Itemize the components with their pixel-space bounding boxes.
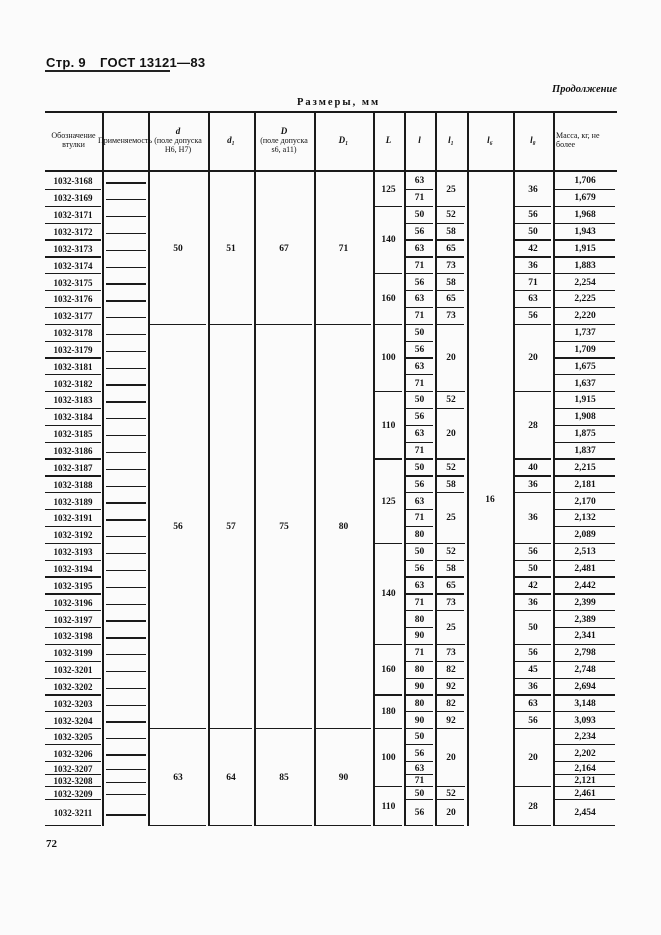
cell-l: 71 <box>414 193 425 204</box>
group-divider <box>437 391 465 392</box>
cell-mass: 1,875 <box>574 429 596 440</box>
cell-mass: 1,709 <box>574 344 596 355</box>
applicability-blank <box>106 782 146 783</box>
cell-l: 71 <box>414 378 425 389</box>
cell-mass: 1,737 <box>574 328 596 339</box>
cell-l6: 16 <box>485 494 495 505</box>
row-code: 1032-3179 <box>53 344 93 355</box>
cell-l: 56 <box>414 277 425 288</box>
cell-l: 90 <box>414 681 425 692</box>
group-divider <box>256 825 312 826</box>
applicability-blank <box>106 654 146 655</box>
row-code: 1032-3168 <box>53 176 93 187</box>
row-code: 1032-3203 <box>53 698 93 709</box>
cell-l1: 52 <box>446 210 456 221</box>
row-code: 1032-3183 <box>53 395 93 406</box>
cell-l8: 63 <box>528 698 538 709</box>
column-header-label: Обозначение втулки <box>51 131 96 149</box>
cell-l8: 36 <box>528 479 538 490</box>
cell-l: 71 <box>414 648 425 659</box>
applicability-blank <box>106 233 146 234</box>
cell-mass: 1,883 <box>574 260 596 271</box>
group-divider <box>210 825 252 826</box>
cell-l8: 28 <box>528 420 538 431</box>
cell-mass: 2,181 <box>574 479 596 490</box>
cell-l: 63 <box>414 294 425 305</box>
row-code: 1032-3209 <box>53 788 93 799</box>
applicability-blank <box>106 754 146 755</box>
row-code: 1032-3201 <box>53 665 93 676</box>
row-code: 1032-3211 <box>53 808 93 818</box>
cell-l: 50 <box>414 210 425 221</box>
group-divider <box>437 458 465 459</box>
row-code: 1032-3178 <box>53 328 93 339</box>
applicability-blank <box>106 587 146 588</box>
row-code: 1032-3206 <box>53 748 93 759</box>
cell-l: 50 <box>414 328 425 339</box>
cell-l8: 42 <box>528 243 538 254</box>
column-header-d <box>148 112 208 168</box>
applicability-blank <box>106 182 146 183</box>
cell-mass: 2,399 <box>574 597 596 608</box>
cell-L: 140 <box>381 589 396 600</box>
applicability-blank <box>106 486 146 487</box>
column-header-D1 <box>314 112 373 168</box>
cell-l8: 71 <box>528 277 538 288</box>
cell-l1: 25 <box>446 622 456 633</box>
cell-mass: 2,121 <box>574 776 596 786</box>
cell-l: 71 <box>414 513 425 524</box>
cell-L: 110 <box>381 420 396 431</box>
applicability-blank <box>106 334 146 335</box>
column-header-L <box>373 112 404 168</box>
cell-l1: 20 <box>446 353 456 364</box>
row-code: 1032-3181 <box>53 361 93 372</box>
column-header-label: l <box>418 134 421 145</box>
cell-l8: 36 <box>528 513 538 524</box>
group-divider <box>437 543 465 544</box>
cell-mass: 1,706 <box>574 176 596 187</box>
page-reference <box>46 55 205 70</box>
cell-mass: 2,389 <box>574 614 596 625</box>
applicability-blank <box>106 705 146 706</box>
row-divider <box>555 825 615 826</box>
row-code: 1032-3198 <box>53 631 93 642</box>
row-code: 1032-3177 <box>53 311 93 322</box>
column-header-l6 <box>467 112 513 168</box>
cell-l1: 20 <box>446 808 456 818</box>
cell-L: 125 <box>381 496 396 507</box>
applicability-blank <box>106 570 146 571</box>
row-code: 1032-3184 <box>53 412 93 423</box>
cell-l1: 92 <box>446 715 456 726</box>
cell-mass: 2,202 <box>574 748 596 759</box>
cell-l: 90 <box>414 715 425 726</box>
cell-l: 63 <box>414 580 425 591</box>
cell-mass: 3,093 <box>574 715 596 726</box>
group-divider <box>437 206 465 207</box>
cell-mass: 2,220 <box>574 311 596 322</box>
cell-l1: 73 <box>446 597 456 608</box>
cell-l8: 42 <box>528 580 538 591</box>
cell-l: 71 <box>414 311 425 322</box>
cell-mass: 2,798 <box>574 648 596 659</box>
row-code: 1032-3199 <box>53 648 93 659</box>
cell-D1: 80 <box>338 521 349 532</box>
cell-mass: 2,442 <box>574 580 596 591</box>
cell-l: 50 <box>414 395 425 406</box>
standard-label: ГОСТ 13121—83 <box>99 55 206 70</box>
column-header-D <box>254 112 314 168</box>
cell-l: 50 <box>414 788 425 799</box>
column-header-l8 <box>513 112 553 168</box>
cell-l1: 58 <box>446 479 456 490</box>
cell-mass: 2,454 <box>574 808 596 818</box>
applicability-blank <box>106 384 146 385</box>
cell-mass: 2,513 <box>574 547 596 558</box>
cell-l8: 56 <box>528 311 538 322</box>
cell-l: 50 <box>414 732 425 742</box>
applicability-blank <box>106 300 146 301</box>
cell-l1: 82 <box>446 665 456 676</box>
applicability-blank <box>106 216 146 217</box>
group-divider <box>150 825 206 826</box>
cell-l1: 58 <box>446 277 456 288</box>
cell-l1: 58 <box>446 563 456 574</box>
applicability-blank <box>106 604 146 605</box>
column-header-mass <box>553 112 620 168</box>
group-divider <box>437 644 465 645</box>
cell-L: 110 <box>381 801 396 812</box>
applicability-blank <box>106 553 146 554</box>
cell-mass: 1,908 <box>574 412 596 423</box>
cell-l: 56 <box>414 226 425 237</box>
column-header-l1 <box>435 112 467 168</box>
cell-mass: 2,132 <box>574 513 596 524</box>
cell-l1: 25 <box>446 513 456 524</box>
applicability-blank <box>106 721 146 722</box>
column-header-label: d <box>175 125 181 136</box>
continuation-label: Продолжение <box>552 84 617 95</box>
cell-l: 63 <box>414 361 425 372</box>
cell-l: 90 <box>414 631 425 642</box>
cell-mass: 1,968 <box>574 210 596 221</box>
cell-mass: 2,254 <box>574 277 596 288</box>
applicability-blank <box>106 452 146 453</box>
row-code: 1032-3187 <box>53 462 93 473</box>
row-code: 1032-3186 <box>53 446 93 457</box>
cell-l: 50 <box>414 547 425 558</box>
row-code: 1032-3188 <box>53 479 93 490</box>
row-code: 1032-3185 <box>53 429 93 440</box>
row-code: 1032-3176 <box>53 294 93 305</box>
cell-mass: 2,234 <box>574 732 596 742</box>
row-code: 1032-3193 <box>53 547 93 558</box>
cell-L: 100 <box>381 753 396 763</box>
cell-D: 75 <box>279 521 289 532</box>
cell-L: 160 <box>381 665 396 676</box>
cell-l: 63 <box>414 763 425 774</box>
cell-L: 100 <box>381 353 396 364</box>
cell-l1: 58 <box>446 226 456 237</box>
cell-l: 56 <box>414 344 425 355</box>
row-code: 1032-3169 <box>53 193 93 204</box>
cell-d1: 57 <box>226 521 236 532</box>
row-code: 1032-3205 <box>53 732 93 742</box>
cell-l: 63 <box>414 176 425 187</box>
cell-mass: 1,675 <box>574 361 596 372</box>
cell-mass: 3,148 <box>574 698 596 709</box>
applicability-blank <box>106 536 146 537</box>
cell-l8: 36 <box>528 260 538 271</box>
applicability-blank <box>106 814 146 815</box>
cell-mass: 1,915 <box>574 243 596 254</box>
cell-mass: 2,089 <box>574 530 596 541</box>
row-code: 1032-3204 <box>53 715 93 726</box>
row-code: 1032-3189 <box>53 496 93 507</box>
cell-d: 56 <box>173 521 183 532</box>
cell-l: 71 <box>414 597 425 608</box>
column-header-label: D₁ <box>338 134 349 145</box>
applicability-blank <box>106 794 146 795</box>
cell-mass: 2,461 <box>574 788 596 799</box>
applicability-blank <box>106 250 146 251</box>
cell-d: 63 <box>173 772 183 783</box>
cell-l1: 25 <box>446 184 456 195</box>
cell-l: 80 <box>414 665 425 676</box>
cell-mass: 1,679 <box>574 193 596 204</box>
applicability-blank <box>106 671 146 672</box>
cell-mass: 2,748 <box>574 665 596 676</box>
column-header-code <box>45 112 102 168</box>
applicability-blank <box>106 469 146 470</box>
row-code: 1032-3191 <box>53 513 93 524</box>
cell-mass: 2,694 <box>574 681 596 692</box>
cell-D: 85 <box>279 772 289 783</box>
column-header-use <box>97 112 153 168</box>
row-code: 1032-3194 <box>53 563 93 574</box>
page-label: Стр. 9 <box>46 55 86 70</box>
cell-l1: 82 <box>446 698 456 709</box>
column-header-label: Применяемость <box>97 135 153 145</box>
page-number: 72 <box>46 838 57 850</box>
cell-l8: 56 <box>528 715 538 726</box>
row-code: 1032-3208 <box>53 776 93 786</box>
row-code: 1032-3182 <box>53 378 93 389</box>
column-divider <box>102 113 104 826</box>
cell-l1: 20 <box>446 753 456 763</box>
cell-l: 71 <box>414 260 425 271</box>
cell-mass: 1,943 <box>574 226 596 237</box>
row-code: 1032-3175 <box>53 277 93 288</box>
row-divider <box>45 825 101 826</box>
column-header-label: d₁ <box>227 134 235 145</box>
header-bottom-border <box>45 170 617 172</box>
cell-l8: 63 <box>528 294 538 305</box>
cell-mass: 1,637 <box>574 378 596 389</box>
column-header-d1 <box>208 112 254 168</box>
row-divider <box>406 825 433 826</box>
cell-l8: 20 <box>528 353 538 364</box>
cell-d1: 64 <box>226 772 236 783</box>
cell-l1: 20 <box>446 429 456 440</box>
group-divider <box>437 786 465 787</box>
dimensions-caption: Размеры, мм <box>297 97 381 108</box>
column-header-note: (поле допуска s6, a11) <box>260 135 308 154</box>
group-divider <box>375 825 402 826</box>
cell-l8: 28 <box>528 801 538 812</box>
cell-d1: 51 <box>226 243 236 254</box>
row-code: 1032-3173 <box>53 243 93 254</box>
cell-l1: 73 <box>446 311 456 322</box>
group-divider <box>316 825 371 826</box>
cell-l8: 36 <box>528 184 538 195</box>
applicability-blank <box>106 418 146 419</box>
cell-l8: 50 <box>528 622 538 633</box>
header-underline <box>45 70 170 72</box>
applicability-blank <box>106 502 146 503</box>
column-header-label: L <box>385 134 392 145</box>
cell-l1: 52 <box>446 547 456 558</box>
row-code: 1032-3172 <box>53 226 93 237</box>
cell-l8: 20 <box>528 753 538 763</box>
row-code: 1032-3196 <box>53 597 93 608</box>
column-header-note: (поле допуска H6, H7) <box>154 135 202 154</box>
cell-l1: 65 <box>446 294 456 305</box>
row-code: 1032-3197 <box>53 614 93 625</box>
cell-mass: 2,170 <box>574 496 596 507</box>
cell-l: 71 <box>414 776 425 786</box>
cell-l8: 56 <box>528 210 538 221</box>
column-header-label: l₁ <box>448 134 454 145</box>
cell-l1: 73 <box>446 260 456 271</box>
column-header-l <box>404 112 435 168</box>
cell-l: 56 <box>414 412 425 423</box>
group-divider <box>515 825 551 826</box>
applicability-blank <box>106 351 146 352</box>
column-header-label: l₆ <box>487 134 493 145</box>
column-header-label: D <box>280 125 288 136</box>
row-code: 1032-3192 <box>53 530 93 541</box>
column-header-label: Масса, кг, не более <box>556 131 600 149</box>
cell-mass: 1,837 <box>574 446 596 457</box>
cell-l: 50 <box>414 462 425 473</box>
cell-l8: 45 <box>528 665 538 676</box>
cell-l8: 50 <box>528 226 538 237</box>
cell-l: 80 <box>414 614 425 625</box>
applicability-blank <box>106 738 146 739</box>
cell-l8: 56 <box>528 648 538 659</box>
cell-l8: 36 <box>528 681 538 692</box>
applicability-blank <box>106 769 146 770</box>
cell-l1: 65 <box>446 580 456 591</box>
cell-mass: 2,341 <box>574 631 596 642</box>
applicability-blank <box>106 637 146 638</box>
cell-l: 56 <box>414 808 425 818</box>
cell-l: 80 <box>414 698 425 709</box>
applicability-blank <box>106 283 146 284</box>
cell-l8: 50 <box>528 563 538 574</box>
applicability-blank <box>106 435 146 436</box>
cell-D: 67 <box>279 243 289 254</box>
cell-l: 63 <box>414 429 425 440</box>
cell-L: 180 <box>381 707 396 718</box>
column-header-label: l₈ <box>530 134 536 145</box>
cell-L: 160 <box>381 294 396 305</box>
applicability-blank <box>106 620 146 621</box>
cell-l: 63 <box>414 496 425 507</box>
cell-l1: 65 <box>446 243 456 254</box>
cell-D1: 90 <box>338 772 349 783</box>
cell-l8: 56 <box>528 547 538 558</box>
cell-mass: 1,915 <box>574 395 596 406</box>
applicability-blank <box>106 688 146 689</box>
cell-l1: 52 <box>446 395 456 406</box>
applicability-blank <box>106 317 146 318</box>
row-code: 1032-3195 <box>53 580 93 591</box>
row-code: 1032-3174 <box>53 260 93 271</box>
cell-mass: 2,164 <box>574 763 596 774</box>
cell-mass: 2,481 <box>574 563 596 574</box>
cell-l: 56 <box>414 563 425 574</box>
cell-l: 56 <box>414 479 425 490</box>
cell-L: 125 <box>381 184 396 195</box>
cell-D1: 71 <box>338 243 349 254</box>
applicability-blank <box>106 401 146 402</box>
cell-l1: 73 <box>446 648 456 659</box>
cell-l8: 36 <box>528 597 538 608</box>
cell-d: 50 <box>173 243 183 254</box>
cell-l1: 92 <box>446 681 456 692</box>
cell-l: 71 <box>414 446 425 457</box>
applicability-blank <box>106 519 146 520</box>
cell-l: 80 <box>414 530 425 541</box>
cell-mass: 2,215 <box>574 462 596 473</box>
applicability-blank <box>106 267 146 268</box>
applicability-blank <box>106 368 146 369</box>
row-code: 1032-3202 <box>53 681 93 692</box>
row-code: 1032-3171 <box>53 210 93 221</box>
applicability-blank <box>106 199 146 200</box>
cell-l8: 40 <box>528 462 538 473</box>
cell-l1: 52 <box>446 788 456 799</box>
cell-l1: 52 <box>446 462 456 473</box>
cell-l: 63 <box>414 243 425 254</box>
row-divider <box>437 825 464 826</box>
row-code: 1032-3207 <box>53 763 93 774</box>
cell-L: 140 <box>381 235 396 246</box>
cell-l: 56 <box>414 748 425 759</box>
cell-mass: 2,225 <box>574 294 596 305</box>
